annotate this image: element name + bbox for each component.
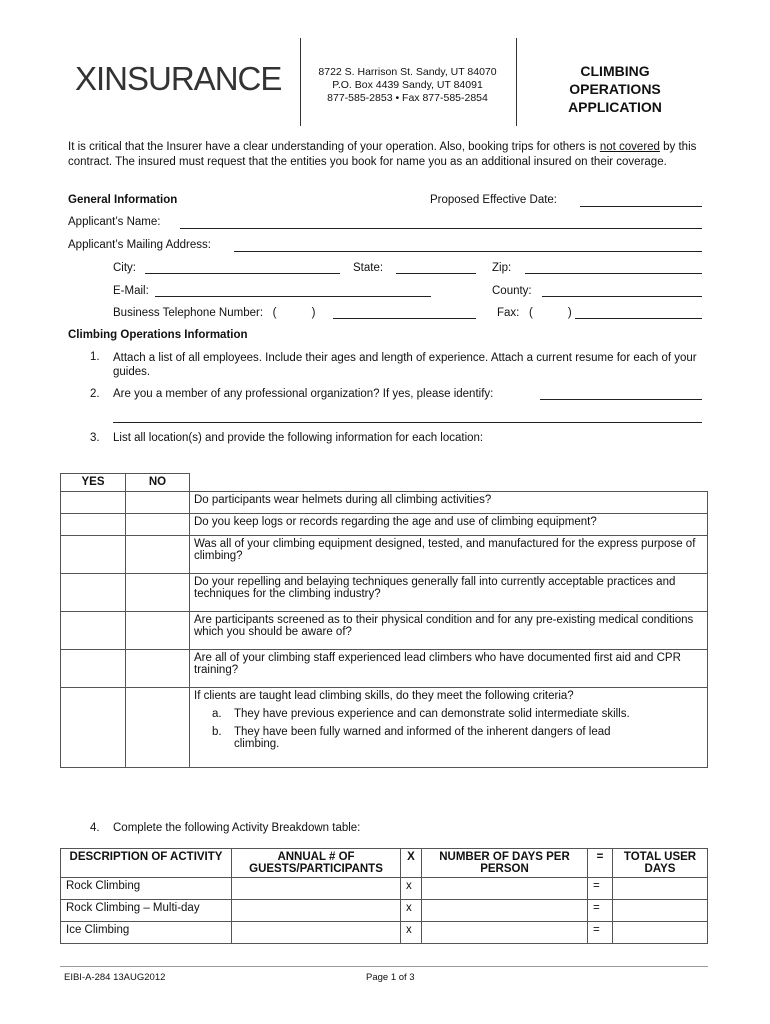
form-title: [530, 62, 700, 116]
intro-paragraph: It is critical that the Insurer have a clear understanding of your operation. Also, booking trips for others is not covered by this contract. The insured must request that the entities you book for name you as an additional insured on their coverage.: [68, 141, 697, 168]
annual-participants-cell[interactable]: [232, 878, 401, 900]
phone-label: Business Telephone Number: ( ): [113, 307, 316, 319]
question-text: Are participants screened as to their physical condition and for any pre-existing medical conditions which you should be aware of?: [190, 612, 708, 650]
address-line-1: 8722 S. Harrison St. Sandy, UT 84070: [318, 66, 497, 78]
yes-cell[interactable]: [61, 536, 126, 574]
applicant-name-label: Applicant’s Name:: [68, 216, 161, 228]
page-number: Page 1 of 3: [366, 972, 415, 983]
table-row: [61, 878, 708, 900]
item-4-text: Complete the following Activity Breakdown table:: [113, 822, 361, 834]
company-logo: XINSURANCE: [75, 60, 282, 97]
header-divider: [516, 38, 517, 126]
phone-field[interactable]: [333, 318, 476, 319]
no-cell[interactable]: [126, 536, 190, 574]
title-line-1: CLIMBING: [580, 63, 650, 79]
table-row: [61, 492, 708, 514]
criteria-a: a. They have previous experience and can demonstrate solid intermediate skills.: [212, 708, 630, 720]
county-field[interactable]: [542, 296, 702, 297]
equals-sign: =: [588, 922, 613, 944]
no-cell[interactable]: [126, 688, 190, 768]
form-id: EIBI-A-284 13AUG2012: [64, 972, 166, 983]
annual-participants-header: ANNUAL # OF GUESTS/PARTICIPANTS: [232, 849, 401, 878]
question-text: Do your repelling and belaying techniques generally fall into currently acceptable practices and techniques for the climbing industry?: [190, 574, 708, 612]
equals-sign: =: [588, 900, 613, 922]
city-field[interactable]: [145, 273, 340, 274]
table-row: [61, 650, 708, 688]
email-label: E-Mail:: [113, 285, 149, 297]
zip-label: Zip:: [492, 262, 512, 274]
item-4-number: 4.: [90, 822, 100, 834]
yes-cell[interactable]: [61, 574, 126, 612]
activity-breakdown-table: [60, 848, 708, 944]
total-user-days-cell[interactable]: [613, 878, 708, 900]
total-user-days-cell[interactable]: [613, 900, 708, 922]
yes-cell[interactable]: [61, 612, 126, 650]
no-cell[interactable]: [126, 514, 190, 536]
no-cell[interactable]: [126, 612, 190, 650]
question-text: Do you keep logs or records regarding the age and use of climbing equipment?: [190, 514, 708, 536]
activity-description: Rock Climbing – Multi-day: [61, 900, 232, 922]
organization-field-line-2[interactable]: [113, 422, 702, 423]
question-text: If clients are taught lead climbing skills, do they meet the following criteria? a. They have previous experience and can demonstrate solid intermediate skills. b. They have been fully warned and informed of the inherent dangers of lead climbing.: [190, 688, 708, 768]
yes-cell[interactable]: [61, 514, 126, 536]
yes-cell[interactable]: [61, 688, 126, 768]
days-per-person-cell[interactable]: [422, 922, 588, 944]
total-user-days-cell[interactable]: [613, 922, 708, 944]
general-info-heading: General Information: [68, 194, 178, 206]
fax-field[interactable]: [575, 318, 702, 319]
question-text: Do participants wear helmets during all climbing activities?: [190, 492, 708, 514]
not-covered-emphasis: not covered: [599, 141, 660, 153]
table-row: [61, 536, 708, 574]
description-header: DESCRIPTION OF ACTIVITY: [61, 849, 232, 878]
footer-rule: [60, 966, 708, 967]
item-3-text: List all location(s) and provide the following information for each location:: [113, 432, 484, 444]
criteria-b: b. They have been fully warned and informed of the inherent dangers of lead climbing.: [212, 726, 611, 750]
proposed-date-field[interactable]: [580, 206, 702, 207]
total-user-days-header: TOTAL USER DAYS: [613, 849, 708, 878]
title-line-2: OPERATIONS: [569, 81, 661, 97]
no-column-header: NO: [126, 474, 190, 492]
table-row: [61, 574, 708, 612]
city-label: City:: [113, 262, 136, 274]
no-cell[interactable]: [126, 574, 190, 612]
header-divider: [300, 38, 301, 126]
email-field[interactable]: [155, 296, 431, 297]
annual-participants-cell[interactable]: [232, 922, 401, 944]
table-row: [61, 688, 708, 768]
address-line-3: 877-585-2853 • Fax 877-585-2854: [327, 92, 488, 104]
organization-field[interactable]: [540, 399, 702, 400]
county-label: County:: [492, 285, 532, 297]
item-2-text: Are you a member of any professional organization? If yes, please identify:: [113, 388, 494, 400]
mailing-address-label: Applicant’s Mailing Address:: [68, 239, 211, 251]
days-per-person-header: NUMBER OF DAYS PER PERSON: [422, 849, 588, 878]
proposed-date-label: Proposed Effective Date:: [430, 194, 557, 206]
table-row: [61, 612, 708, 650]
annual-participants-cell[interactable]: [232, 900, 401, 922]
zip-field[interactable]: [525, 273, 702, 274]
question-text: Are all of your climbing staff experienced lead climbers who have documented first aid and CPR training?: [190, 650, 708, 688]
multiply-header: X: [401, 849, 422, 878]
equals-sign: =: [588, 878, 613, 900]
item-2-number: 2.: [90, 388, 100, 400]
item-1-number: 1.: [90, 351, 100, 363]
item-3-number: 3.: [90, 432, 100, 444]
table-row: [61, 922, 708, 944]
climbing-ops-heading: Climbing Operations Information: [68, 329, 248, 341]
yes-cell[interactable]: [61, 650, 126, 688]
activity-description: Ice Climbing: [61, 922, 232, 944]
multiply-sign: x: [401, 900, 422, 922]
yes-no-table: [60, 473, 708, 768]
activity-description: Rock Climbing: [61, 878, 232, 900]
no-cell[interactable]: [126, 650, 190, 688]
state-field[interactable]: [396, 273, 476, 274]
days-per-person-cell[interactable]: [422, 878, 588, 900]
applicant-name-field[interactable]: [180, 228, 702, 229]
company-address: [305, 66, 510, 105]
address-line-2: P.O. Box 4439 Sandy, UT 84091: [332, 79, 483, 91]
days-per-person-cell[interactable]: [422, 900, 588, 922]
question-text: Was all of your climbing equipment designed, tested, and manufactured for the express purpose of climbing?: [190, 536, 708, 574]
mailing-address-field[interactable]: [234, 251, 702, 252]
yes-column-header: YES: [61, 474, 126, 492]
multiply-sign: x: [401, 922, 422, 944]
table-row: [61, 514, 708, 536]
title-line-3: APPLICATION: [568, 99, 662, 115]
multiply-sign: x: [401, 878, 422, 900]
table-row: [61, 900, 708, 922]
no-cell[interactable]: [126, 492, 190, 514]
state-label: State:: [353, 262, 384, 274]
yes-cell[interactable]: [61, 492, 126, 514]
item-1-text: Attach a list of all employees. Include their ages and length of experience. Attach a current resume for each of your guides.: [113, 352, 697, 378]
fax-label: Fax: ( ): [497, 307, 572, 319]
equals-header: =: [588, 849, 613, 878]
